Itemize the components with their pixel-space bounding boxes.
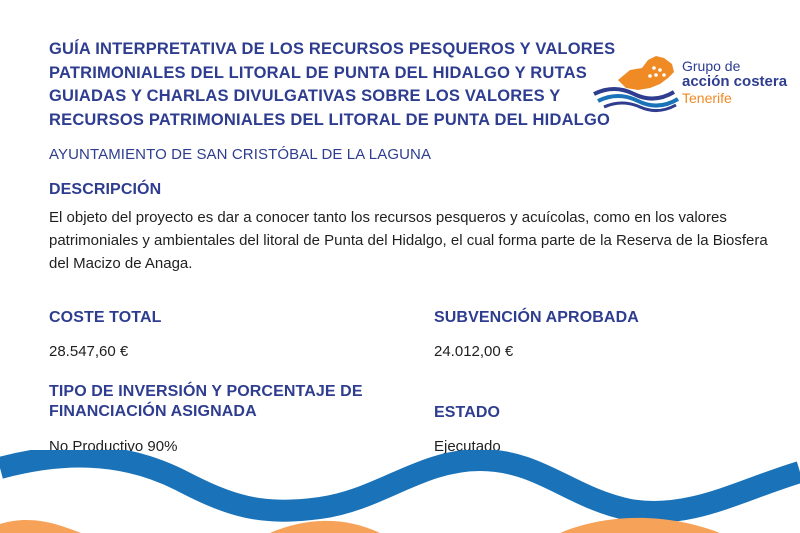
orange-wave-middle <box>270 521 380 533</box>
approved-subsidy-heading: SUBVENCIÓN APROBADA <box>434 309 639 326</box>
blue-wave <box>0 457 800 512</box>
total-cost-heading: COSTE TOTAL <box>49 309 162 326</box>
status-heading: ESTADO <box>434 404 501 421</box>
approved-subsidy-value: 24.012,00 € <box>434 343 514 360</box>
investment-type-value: No Productivo 90% <box>49 438 178 455</box>
decorative-waves <box>0 450 800 533</box>
municipality-subtitle: AYUNTAMIENTO DE SAN CRISTÓBAL DE LA LAGUNA <box>49 146 432 163</box>
total-cost-value: 28.547,60 € <box>49 343 129 360</box>
page-title: GUÍA INTERPRETATIVA DE LOS RECURSOS PESQUEROS Y VALORES PATRIMONIALES DEL LITORAL DE PUNTA DEL HIDALGO Y RUTAS GUIADAS Y CHARLAS DIVULGATIVAS SOBRE LOS VALORES Y RECURSOS PATRIMONIALES DEL LITORAL DE PUNTA DEL HIDALGO <box>49 40 616 129</box>
orange-wave-left <box>0 520 100 533</box>
logo-text-line1: Grupo de <box>682 58 741 74</box>
gac-tenerife-logo <box>590 48 800 118</box>
description-heading: DESCRIPCIÓN <box>49 181 162 198</box>
logo-text-line2: acción costera <box>682 73 788 90</box>
investment-type-heading: TIPO DE INVERSIÓN Y PORCENTAJE DE FINANCIACIÓN ASIGNADA <box>49 383 363 420</box>
tenerife-island-icon <box>590 48 682 118</box>
logo-text-line3: Tenerife <box>682 90 732 106</box>
orange-wave-right <box>560 518 720 533</box>
status-value: Ejecutado <box>434 438 501 455</box>
description-body: El objeto del proyecto es dar a conocer tanto los recursos pesqueros y acuícolas, como en los valores patrimoniales y ambientales del litoral de Punta del Hidalgo, el cual forma parte de la Reserva de la Biosfera del Macizo de Anaga. <box>49 209 768 272</box>
